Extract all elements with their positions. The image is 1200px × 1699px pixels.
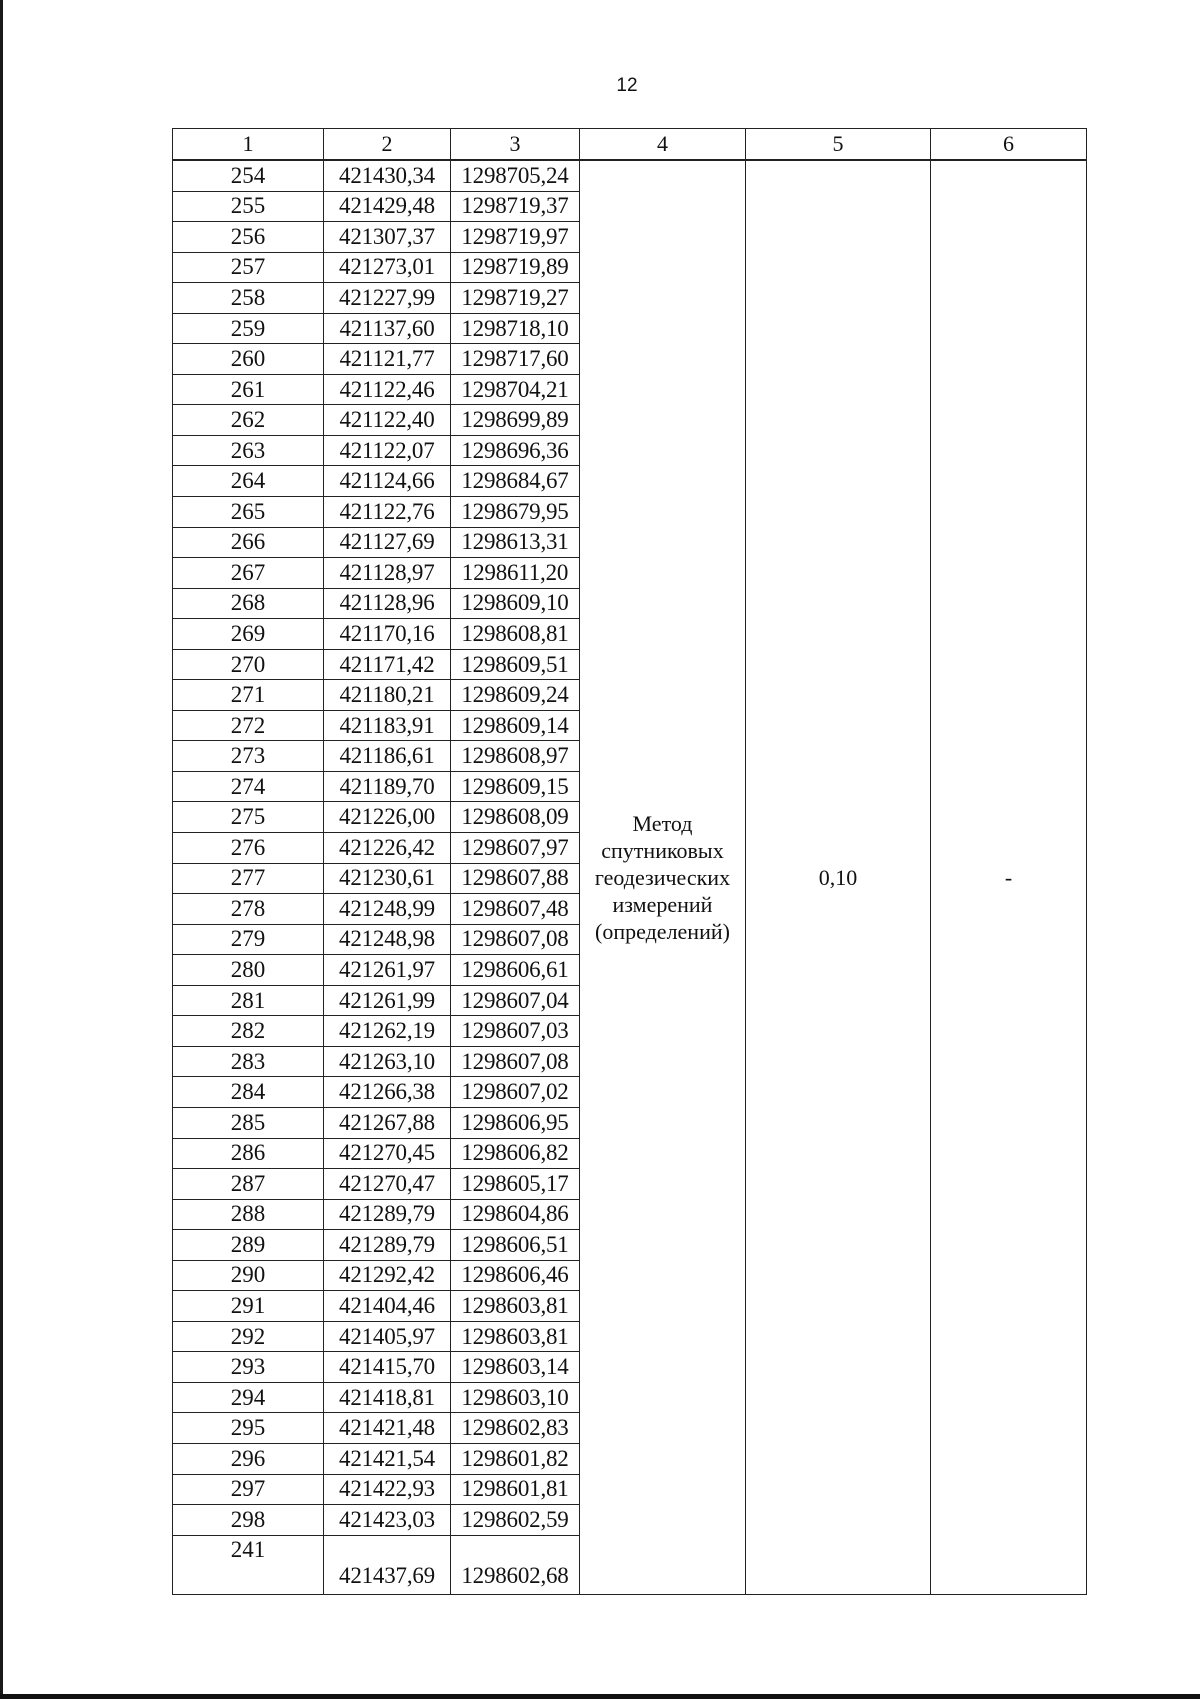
y-coordinate-cell: 1298609,51 [451,649,580,680]
y-coordinate-cell: 1298601,81 [451,1474,580,1505]
y-coordinate-cell: 1298607,88 [451,863,580,894]
x-coordinate-cell: 421261,97 [324,955,451,986]
point-number-cell: 261 [173,374,324,405]
x-coordinate-cell: 421226,00 [324,802,451,833]
point-number-cell: 270 [173,649,324,680]
x-coordinate-cell: 421429,48 [324,191,451,222]
point-number-cell: 258 [173,283,324,314]
x-coordinate-cell: 421227,99 [324,283,451,314]
y-coordinate-cell: 1298608,81 [451,619,580,650]
x-coordinate-cell: 421170,16 [324,619,451,650]
point-number-cell: 289 [173,1230,324,1261]
x-coordinate-cell: 421289,79 [324,1199,451,1230]
y-coordinate-cell: 1298607,03 [451,1016,580,1047]
scan-edge-bottom [0,1694,1200,1699]
x-coordinate-cell: 421186,61 [324,741,451,772]
y-coordinate-cell: 1298696,36 [451,435,580,466]
y-coordinate-cell: 1298606,46 [451,1260,580,1291]
x-coordinate-cell: 421292,42 [324,1260,451,1291]
x-coordinate-cell: 421418,81 [324,1382,451,1413]
point-number-cell: 297 [173,1474,324,1505]
x-coordinate-cell: 421404,46 [324,1291,451,1322]
x-coordinate-cell: 421128,96 [324,588,451,619]
coordinates-table [172,128,1087,1595]
x-coordinate-cell: 421430,34 [324,160,451,191]
point-number-cell: 290 [173,1260,324,1291]
point-number-cell: 266 [173,527,324,558]
point-number-cell: 273 [173,741,324,772]
y-coordinate-cell: 1298603,81 [451,1321,580,1352]
x-coordinate-cell: 421121,77 [324,344,451,375]
point-number-cell: 274 [173,771,324,802]
y-coordinate-cell: 1298603,14 [451,1352,580,1383]
y-coordinate-cell: 1298604,86 [451,1199,580,1230]
x-coordinate-cell: 421289,79 [324,1230,451,1261]
y-coordinate-cell: 1298717,60 [451,344,580,375]
point-number-cell: 277 [173,863,324,894]
x-coordinate-cell: 421171,42 [324,649,451,680]
page-number: 12 [616,75,638,96]
y-coordinate-cell: 1298718,10 [451,313,580,344]
y-coordinate-cell: 1298705,24 [451,160,580,191]
x-coordinate-cell: 421415,70 [324,1352,451,1383]
x-coordinate-cell: 421422,93 [324,1474,451,1505]
x-coordinate-cell: 421183,91 [324,710,451,741]
y-coordinate-cell: 1298609,15 [451,771,580,802]
method-text-line: Метод [632,810,693,836]
y-coordinate-cell: 1298605,17 [451,1169,580,1200]
x-coordinate-cell: 421267,88 [324,1107,451,1138]
x-coordinate-cell: 421437,69 [324,1535,451,1594]
point-number-cell: 278 [173,894,324,925]
x-coordinate-cell: 421122,40 [324,405,451,436]
point-number-cell: 256 [173,222,324,253]
y-coordinate-cell: 1298607,48 [451,894,580,925]
x-coordinate-cell: 421421,48 [324,1413,451,1444]
point-number-cell: 296 [173,1443,324,1474]
method-cell [580,160,746,1594]
header-cell-5: 5 [746,129,931,161]
y-coordinate-cell: 1298719,27 [451,283,580,314]
point-number-cell: 241 [173,1535,324,1594]
point-number-cell: 255 [173,191,324,222]
point-number-cell: 280 [173,955,324,986]
x-coordinate-cell: 421261,99 [324,985,451,1016]
point-number-cell: 267 [173,558,324,589]
table-row [173,160,1087,191]
point-number-cell: 284 [173,1077,324,1108]
point-number-cell: 294 [173,1382,324,1413]
y-coordinate-cell: 1298611,20 [451,558,580,589]
point-number-cell: 269 [173,619,324,650]
method-text-line: (определений) [595,918,730,944]
point-number-cell: 254 [173,160,324,191]
point-number-cell: 287 [173,1169,324,1200]
point-number-cell: 272 [173,710,324,741]
y-coordinate-cell: 1298602,59 [451,1505,580,1536]
y-coordinate-cell: 1298679,95 [451,497,580,528]
y-coordinate-cell: 1298606,61 [451,955,580,986]
column-6-cell: - [931,160,1087,1594]
x-coordinate-cell: 421307,37 [324,222,451,253]
method-text-line: геодезических [594,864,731,890]
y-coordinate-cell: 1298609,14 [451,710,580,741]
point-number-cell: 281 [173,985,324,1016]
x-coordinate-cell: 421127,69 [324,527,451,558]
x-coordinate-cell: 421262,19 [324,1016,451,1047]
y-coordinate-cell: 1298719,97 [451,222,580,253]
x-coordinate-cell: 421128,97 [324,558,451,589]
header-cell-4: 4 [580,129,746,161]
y-coordinate-cell: 1298608,97 [451,741,580,772]
accuracy-cell: 0,10 [746,160,931,1594]
point-number-cell: 271 [173,680,324,711]
scan-edge-left [0,0,3,1699]
x-coordinate-cell: 421180,21 [324,680,451,711]
x-coordinate-cell: 421248,98 [324,924,451,955]
point-number-cell: 295 [173,1413,324,1444]
y-coordinate-cell: 1298607,08 [451,924,580,955]
point-number-cell: 288 [173,1199,324,1230]
table-body [173,129,1087,1595]
header-cell-2: 2 [324,129,451,161]
method-text-line: измерений [612,891,713,917]
point-number-cell: 298 [173,1505,324,1536]
header-cell-6: 6 [931,129,1087,161]
point-number-cell: 263 [173,435,324,466]
x-coordinate-cell: 421248,99 [324,894,451,925]
y-coordinate-cell: 1298699,89 [451,405,580,436]
x-coordinate-cell: 421124,66 [324,466,451,497]
point-number-cell: 262 [173,405,324,436]
x-coordinate-cell: 421423,03 [324,1505,451,1536]
point-number-cell: 279 [173,924,324,955]
y-coordinate-cell: 1298602,83 [451,1413,580,1444]
point-number-cell: 282 [173,1016,324,1047]
header-row [173,129,1087,161]
y-coordinate-cell: 1298606,95 [451,1107,580,1138]
header-cell-3: 3 [451,129,580,161]
y-coordinate-cell: 1298606,51 [451,1230,580,1261]
y-coordinate-cell: 1298719,37 [451,191,580,222]
point-number-cell: 265 [173,497,324,528]
y-coordinate-cell: 1298609,10 [451,588,580,619]
y-coordinate-cell: 1298607,97 [451,833,580,864]
method-text-line: спутниковых [601,837,724,863]
point-number-cell: 268 [173,588,324,619]
y-coordinate-cell: 1298603,81 [451,1291,580,1322]
x-coordinate-cell: 421270,47 [324,1169,451,1200]
point-number-cell: 283 [173,1046,324,1077]
x-coordinate-cell: 421122,07 [324,435,451,466]
point-number-cell: 276 [173,833,324,864]
x-coordinate-cell: 421405,97 [324,1321,451,1352]
x-coordinate-cell: 421122,76 [324,497,451,528]
y-coordinate-cell: 1298602,68 [451,1535,580,1594]
x-coordinate-cell: 421230,61 [324,863,451,894]
y-coordinate-cell: 1298719,89 [451,252,580,283]
header-cell-1: 1 [173,129,324,161]
x-coordinate-cell: 421270,45 [324,1138,451,1169]
y-coordinate-cell: 1298603,10 [451,1382,580,1413]
point-number-cell: 259 [173,313,324,344]
point-number-cell: 286 [173,1138,324,1169]
y-coordinate-cell: 1298606,82 [451,1138,580,1169]
point-number-cell: 257 [173,252,324,283]
x-coordinate-cell: 421263,10 [324,1046,451,1077]
x-coordinate-cell: 421137,60 [324,313,451,344]
point-number-cell: 291 [173,1291,324,1322]
y-coordinate-cell: 1298607,04 [451,985,580,1016]
x-coordinate-cell: 421226,42 [324,833,451,864]
y-coordinate-cell: 1298684,67 [451,466,580,497]
y-coordinate-cell: 1298607,08 [451,1046,580,1077]
point-number-cell: 285 [173,1107,324,1138]
y-coordinate-cell: 1298613,31 [451,527,580,558]
y-coordinate-cell: 1298609,24 [451,680,580,711]
x-coordinate-cell: 421189,70 [324,771,451,802]
point-number-cell: 264 [173,466,324,497]
x-coordinate-cell: 421273,01 [324,252,451,283]
x-coordinate-cell: 421266,38 [324,1077,451,1108]
point-number-cell: 293 [173,1352,324,1383]
point-number-cell: 292 [173,1321,324,1352]
point-number-cell: 260 [173,344,324,375]
x-coordinate-cell: 421122,46 [324,374,451,405]
y-coordinate-cell: 1298704,21 [451,374,580,405]
y-coordinate-cell: 1298608,09 [451,802,580,833]
y-coordinate-cell: 1298607,02 [451,1077,580,1108]
y-coordinate-cell: 1298601,82 [451,1443,580,1474]
x-coordinate-cell: 421421,54 [324,1443,451,1474]
point-number-cell: 275 [173,802,324,833]
